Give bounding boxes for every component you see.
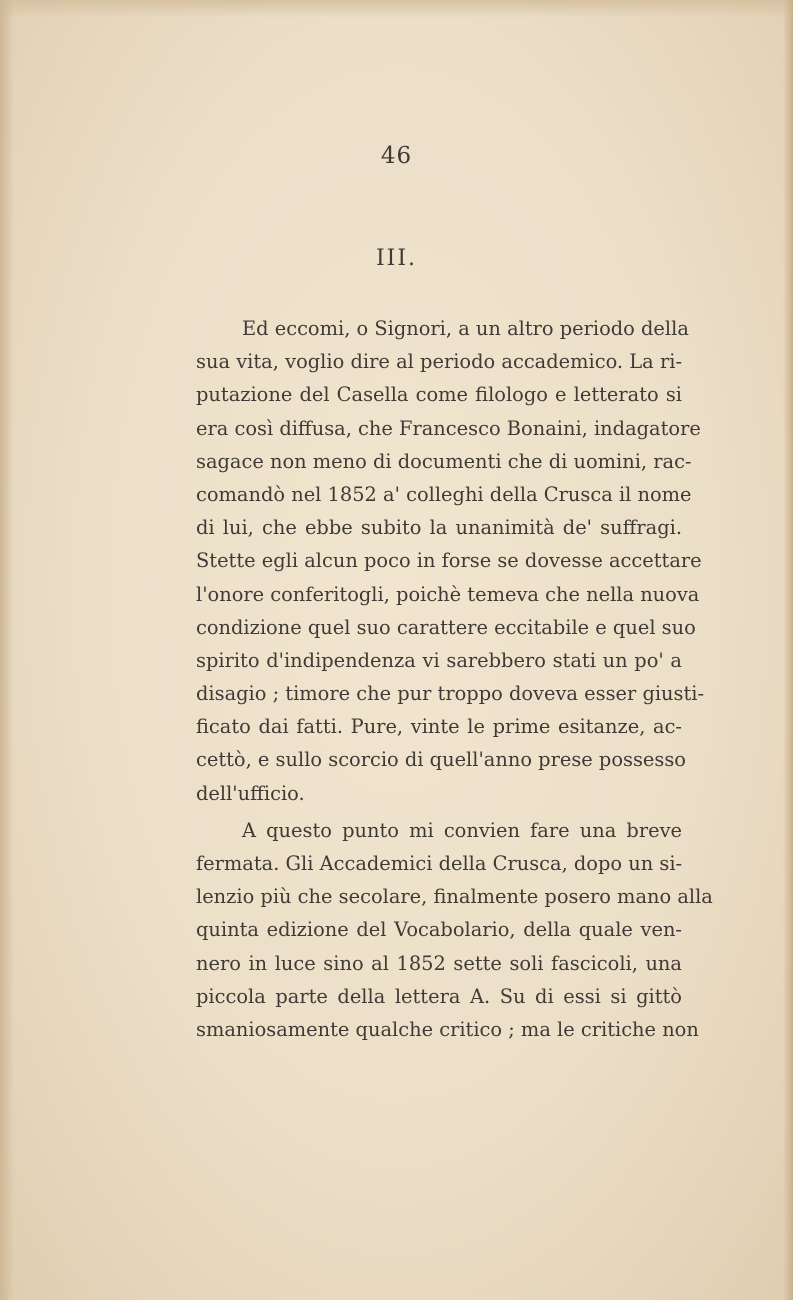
text-line: condizione quel suo carattere eccitabile e quel suo	[196, 615, 696, 639]
paragraph-1	[196, 312, 705, 810]
text-line: disagio ; timore che pur troppo doveva esser giusti-	[196, 682, 705, 706]
text-line: era così diffusa, che Francesco Bonaini, indagatore	[196, 416, 701, 440]
text-line: ficato dai fatti. Pure, vinte le prime esitanze, ac-	[196, 715, 682, 739]
text-line: piccola parte della lettera A. Su di essi si gittò	[196, 984, 682, 1008]
page-edge-left	[0, 0, 14, 1300]
text-line: nero in luce sino al 1852 sette soli fascicoli, una	[196, 951, 682, 975]
text-line: cettò, e sullo scorcio di quell'anno prese possesso	[196, 748, 686, 772]
page-number: 46	[380, 143, 413, 169]
text-line: spirito d'indipendenza vi sarebbero stati un po' a	[196, 648, 682, 672]
text-line: quinta edizione del Vocabolario, della quale ven-	[196, 918, 682, 942]
paragraph-2	[196, 814, 713, 1046]
page-edge-top	[0, 0, 793, 18]
section-heading: III.	[375, 246, 418, 271]
text-line: comandò nel 1852 a' colleghi della Crusca il nome	[196, 482, 692, 506]
text-line: smaniosamente qualche critico ; ma le critiche non	[196, 1017, 699, 1041]
text-line: lenzio più che secolare, finalmente posero mano alla	[196, 885, 713, 909]
text-line: A questo punto mi convien fare una breve	[242, 818, 682, 842]
page-edge-right	[783, 0, 793, 1300]
text-line: sua vita, voglio dire al periodo accademico. La ri-	[196, 350, 682, 374]
text-line: dell'ufficio.	[196, 781, 305, 805]
text-line: Ed eccomi, o Signori, a un altro periodo della	[242, 317, 689, 340]
text-line: Stette egli alcun poco in forse se dovesse accettare	[196, 549, 702, 573]
text-line: putazione del Casella come filologo e letterato si	[196, 383, 682, 407]
text-line: l'onore conferitogli, poichè temeva che nella nuova	[196, 582, 700, 606]
text-line: fermata. Gli Accademici della Crusca, dopo un si-	[196, 852, 683, 875]
text-line: sagace non meno di documenti che di uomini, rac-	[196, 449, 692, 473]
text-line: di lui, che ebbe subito la unanimità de' suffragi.	[196, 516, 682, 540]
body-text	[196, 312, 713, 1046]
